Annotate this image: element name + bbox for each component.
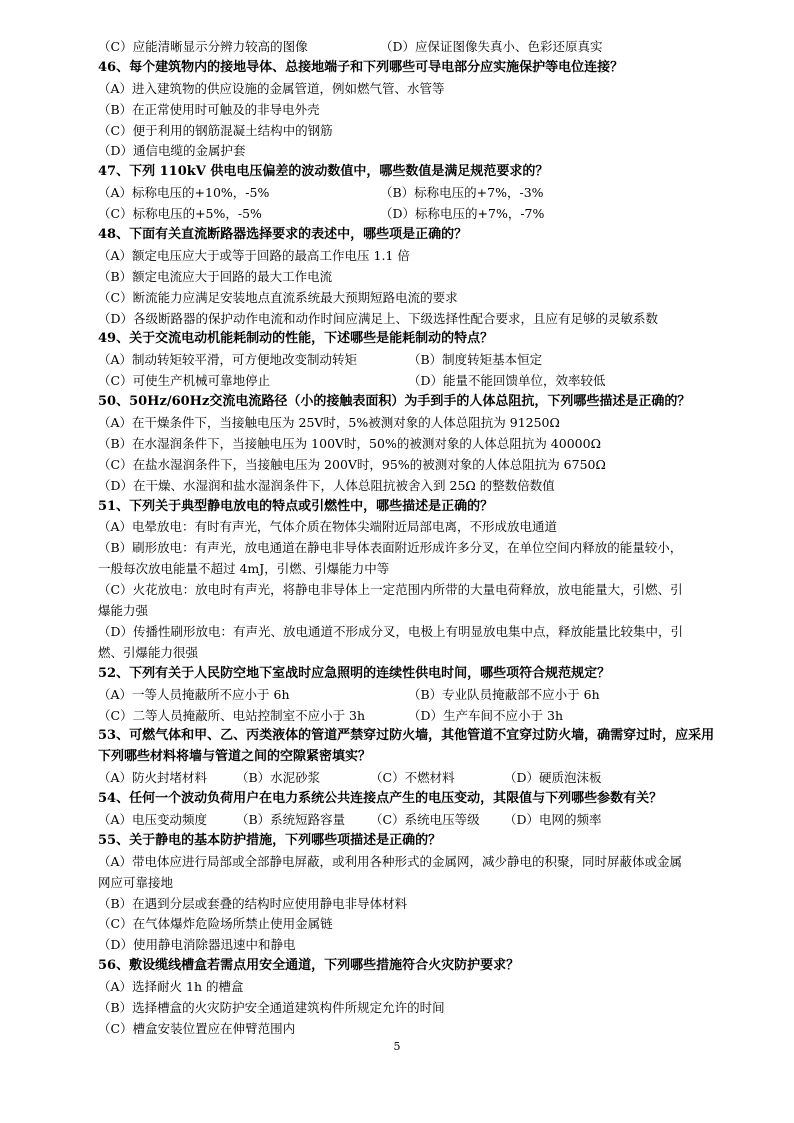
question-53-title-line1: 53、可燃气体和甲、乙、丙类液体的管道严禁穿过防火墙，其他管道不宜穿过防火墙，确需穿过时，应采用 [98,728,715,744]
q51-option-d-line2: 燃、引爆能力很强 [98,644,199,660]
q50-option-a: （A）在干燥条件下，当接触电压为 25V时，5%被测对象的人体总阻抗为 91250Ω [98,415,560,431]
q52-option-a: （A）一等人员掩蔽所不应小于 6h [98,686,290,702]
q52-row-1 [98,685,758,706]
q46-option-c: （C）便于利用的钢筋混凝土结构中的钢筋 [98,122,333,138]
q55-option-d: （D）使用静电消除器迅速中和静电 [98,937,296,953]
q50-option-b: （B）在水湿润条件下，当接触电压为 100V时，50%的被测对象的人体总阻抗为 40000Ω [98,435,601,451]
q47-row-2 [98,204,758,225]
q52-option-d: （D）生产车间不应小于 3h [408,707,563,723]
question-53-title-line2: 下列哪些材料将墙与管道之间的空隙紧密填实？ [98,749,372,765]
q54-option-c: （C）系统电压等级 [370,811,480,827]
q48-option-a: （A）额定电压应大于或等于回路的最高工作电压 1.1 倍 [98,247,410,263]
q51-option-d-line1: （D）传播性刷形放电：有声光、放电通道不形成分叉，电极上有明显放电集中点，释放能量比较集中，引 [98,623,684,639]
question-49-title: 49、关于交流电动机能耗制动的性能，下述哪些是能耗制动的特点？ [98,331,494,347]
q56-option-c: （C）槽盒安装位置应在伸臂范围内 [98,1020,296,1036]
q47-option-c: （C）标称电压的+5%，-5% [98,206,262,222]
q54-option-b: （B）系统短路容量 [236,811,346,827]
q49-option-d: （D）能量不能回馈单位，效率较低 [408,373,606,389]
q46-option-a: （A）进入建筑物的供应设施的金属管道，例如燃气管、水管等 [98,80,445,96]
question-52-title: 52、下列有关于人民防空地下室战时应急照明的连续性供电时间，哪些项符合规范规定？ [98,665,611,681]
q49-option-a: （A）制动转矩较平滑，可方便地改变制动转矩 [98,352,358,368]
q52-row-2 [98,706,758,727]
question-54-title: 54、任何一个波动负荷用户在电力系统公共连接点产生的电压变动，其限值与下列哪些参数有关？ [98,791,663,807]
q53-option-b: （B）水泥砂浆 [236,770,321,786]
q55-option-b: （B）在遇到分层或套叠的结构时应使用静电非导体材料 [98,895,408,911]
q49-option-c: （C）可使生产机械可靠地停止 [98,373,271,389]
q55-option-a-line2: 网应可靠接地 [98,874,174,890]
options-row [98,37,758,58]
q50-option-d: （D）在干燥、水湿润和盐水湿润条件下，人体总阻抗被舍入到 25Ω 的整数倍数值 [98,477,555,493]
q52-option-b: （B）专业队员掩蔽部不应小于 6h [408,686,600,702]
q46-option-d: （D）通信电缆的金属护套 [98,143,246,159]
q49-row-2 [98,371,758,392]
q48-option-c: （C）断流能力应满足安装地点直流系统最大预期短路电流的要求 [98,289,458,305]
q54-option-d: （D）电网的频率 [504,811,602,827]
q48-option-b: （B）额定电流应大于回路的最大工作电流 [98,268,333,284]
q47-option-d: （D）标称电压的+7%，-7% [380,206,545,222]
q52-option-c: （C）二等人员掩蔽所、电站控制室不应小于 3h [98,707,366,723]
q47-option-b: （B）标称电压的+7%，-3% [380,185,544,201]
q55-option-c: （C）在气体爆炸危险场所禁止使用金属链 [98,916,333,932]
q51-option-b-line1: （B）刷形放电：有声光，放电通道在静电非导体表面附近形成许多分叉，在单位空间内释放的能量较小， [98,540,683,556]
q56-option-b: （B）选择槽盒的火灾防护安全通道建筑构件所规定允许的时间 [98,999,445,1015]
q53-option-a: （A）防火封堵材料 [98,770,208,786]
q53-option-c: （C）不燃材料 [370,770,455,786]
document-body [98,37,758,1040]
q51-option-a: （A）电晕放电：有时有声光，气体介质在物体尖端附近局部电离，不形成放电通道 [98,519,558,535]
question-55-title: 55、关于静电的基本防护措施，下列哪些项描述是正确的？ [98,832,442,848]
q49-option-b: （B）制度转矩基本恒定 [408,352,543,368]
question-47-title: 47、下列 110kV 供电电压偏差的波动数值中，哪些数值是满足规范要求的？ [98,164,549,180]
option-c: （C）应能清晰显示分辨力较高的图像 [98,39,308,54]
question-51-title: 51、下列关于典型静电放电的特点或引燃性中，哪些描述是正确的？ [98,498,494,514]
q50-option-c: （C）在盐水湿润条件下，当接触电压为 200V时，95%的被测对象的人体总阻抗为 6750Ω [98,456,606,472]
question-48-title: 48、下面有关直流断路器选择要求的表述中，哪些项是正确的？ [98,227,468,243]
q46-option-b: （B）在正常使用时可触及的非导电外壳 [98,101,320,117]
q55-option-a-line1: （A）带电体应进行局部或全部静电屏蔽，或利用各种形式的金属网，减少静电的积聚，同时屏蔽体或金属 [98,853,683,869]
q49-row-1 [98,350,758,371]
option-d: （D）应保证图像失真小、色彩还原真实 [380,39,603,54]
q51-option-c-line2: 爆能力强 [98,603,149,619]
q56-option-a: （A）选择耐火 1h 的槽盒 [98,979,244,995]
q54-option-a: （A）电压变动频度 [98,811,208,827]
q51-option-c-line1: （C）火花放电：放电时有声光，将静电非导体上一定范围内所带的大量电荷释放，放电能量大，引燃、引 [98,582,683,598]
q48-option-d: （D）各级断路器的保护动作电流和动作时间应满足上、下级选择性配合要求，且应有足够的灵敏系数 [98,310,659,326]
q53-options-row [98,768,758,789]
q47-option-a: （A）标称电压的+10%，-5% [98,185,270,201]
question-56-title: 56、敷设缆线槽盒若需点用安全通道，下列哪些措施符合火灾防护要求？ [98,958,520,974]
q51-option-b-line2: 一般每次放电能量不超过 4mJ，引燃、引爆能力中等 [98,561,390,577]
q47-row-1 [98,183,758,204]
q53-option-d: （D）硬质泡沫板 [504,770,602,786]
question-50-title: 50、50Hz/60Hz交流电流路径（小的接触表面积）为手到手的人体总阻抗，下列哪些描述是正确的？ [98,394,691,410]
question-46-title: 46、每个建筑物内的接地导体、总接地端子和下列哪些可导电部分应实施保护等电位连接？ [98,59,624,75]
page-number: 5 [393,1040,401,1053]
q54-options-row [98,810,758,831]
